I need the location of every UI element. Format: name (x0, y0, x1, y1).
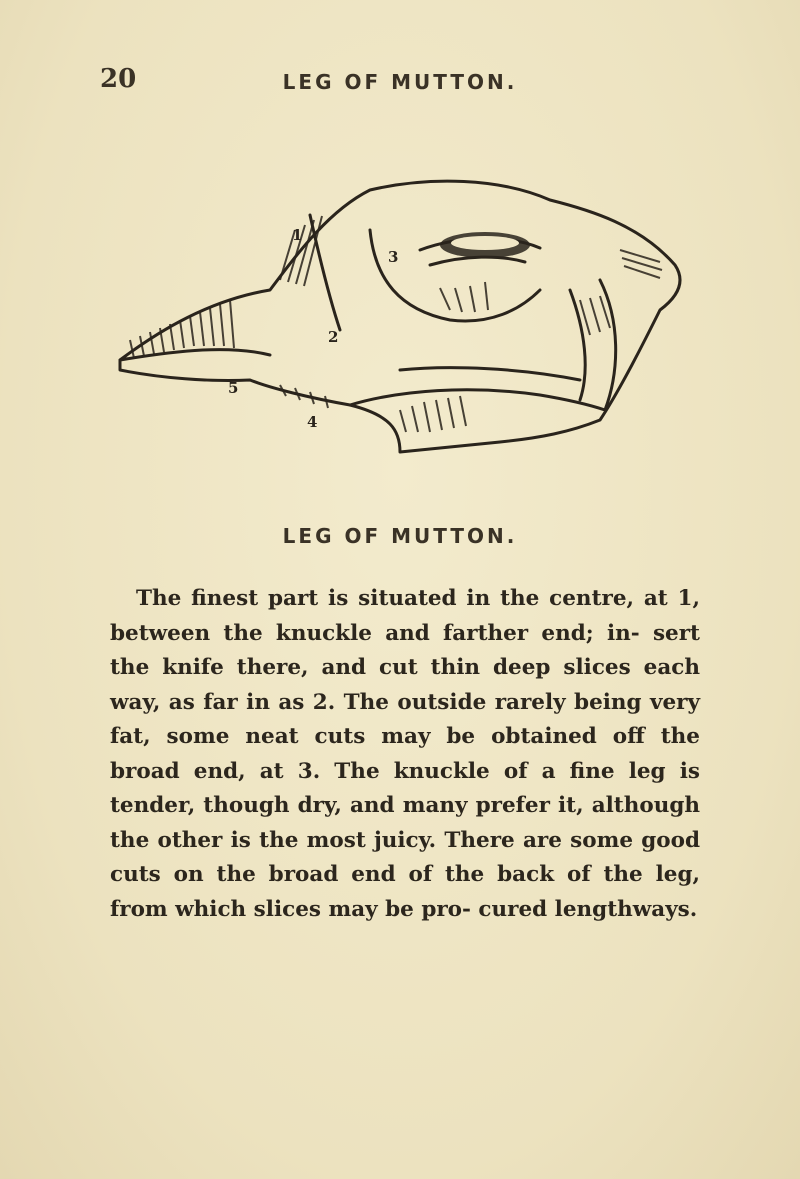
running-head: LEG OF MUTTON. (282, 70, 518, 94)
figure-label: 2 (328, 328, 339, 346)
figure-caption: LEG OF MUTTON. (282, 524, 518, 548)
figure-label: 3 (388, 248, 399, 266)
body-text: The finest part is situated in the centre, at 1, between the knuckle and farther end; in- sert the knife there, and cut thin deep slices each way, as far in as 2. The outside rarely being very fat, some neat cuts may be obtained off the broad end, at 3. The knuckle of a fine leg is tender, though dry, and many prefer it, although the other is the most juicy. There are some good cuts on the broad end of the back of the leg, from which slices may be pro- cured lengthways. (110, 586, 700, 922)
page-number: 20 (100, 64, 137, 94)
body-paragraph (110, 582, 700, 927)
leg-of-mutton-illustration (100, 170, 690, 470)
figure-label: 1 (292, 226, 303, 244)
figure-label: 5 (228, 379, 239, 397)
figure-label: 4 (307, 413, 318, 431)
